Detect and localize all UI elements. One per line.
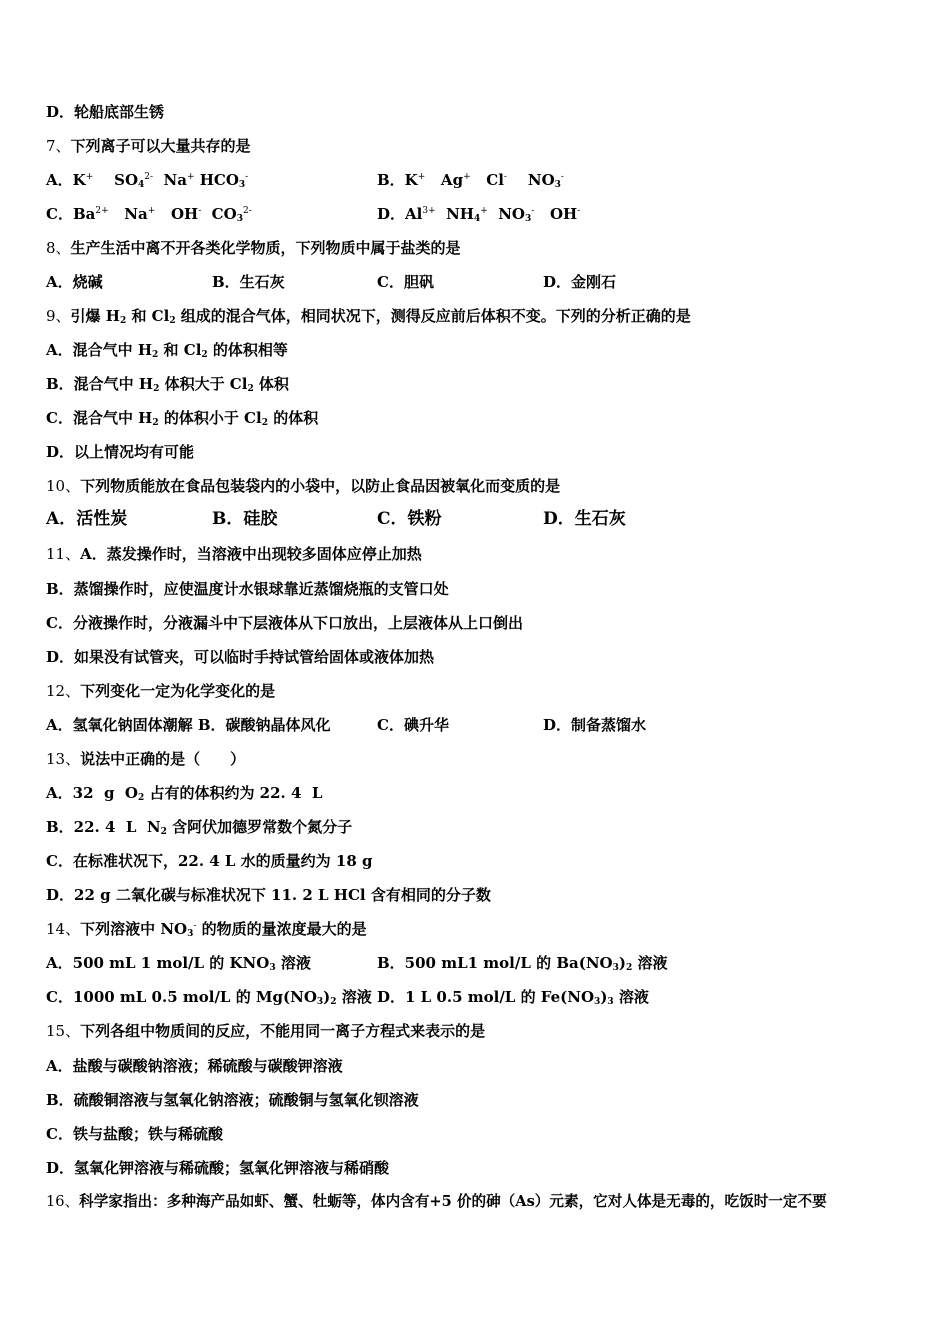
q15-number: 15、 [46,1022,81,1040]
q15-stem-text: 下列各组中物质间的反应，不能用同一离子方程式来表示的是 [80,1022,486,1040]
q14-option-d: D．1 L 0.5 mol/L 的 $Fe(NO_3)_3$ 溶液 [377,988,649,1007]
q12-number: 12、 [46,682,81,700]
q9-stem: 9、引爆 $H_2$ 和 $Cl_2$ 组成的混合气体，相同状况下，测得反应前后体积不变。下列的分析正确的是 [46,307,691,326]
q16-number: 16、 [46,1193,80,1210]
q11-option-a [46,544,422,564]
q9-option-b: B．混合气中 $H_2$ 体积大于 $Cl_2$ 体积 [46,375,289,394]
q7-stem-text: 下列离子可以大量共存的是 [70,137,251,155]
q15-option-b: B．硫酸铜溶液与氢氧化钠溶液；硫酸铜与氢氧化钡溶液 [46,1091,419,1109]
q7-option-c: C．$Ba^{2+}$ Na+ OH- $CO_3^{2-}$ [46,205,252,224]
q8-option-b: B．生石灰 [212,273,285,291]
q7-option-d: D．$Al^{3+}$ $NH_4^+$ $NO_3^-$ OH- [377,205,581,224]
q10-option-d: D．生石灰 [543,509,626,529]
q10-stem [46,476,560,496]
q9-option-c: C．混合气中 $H_2$ 的体积小于 $Cl_2$ 的体积 [46,409,319,428]
q15-option-c: C．铁与盐酸；铁与稀硫酸 [46,1125,223,1143]
q9-option-d: D．以上情况均有可能 [46,443,195,461]
q11-option-b: B．蒸馏操作时，应使温度计水银球靠近蒸馏烧瓶的支管口处 [46,580,449,598]
q8-option-c: C．胆矾 [377,273,434,291]
q14-number: 14、 [46,920,81,938]
q6-option-d: D．轮船底部生锈 [46,103,165,121]
q11-number: 11、 [46,545,81,563]
q7-number: 7、 [46,137,71,155]
q12-option-d: D．制备蒸馏水 [543,716,647,734]
q9-number: 9、 [46,307,71,325]
q14-option-b: B．500 mL1 mol/L 的 $Ba(NO_3)_2$ 溶液 [377,954,668,973]
q13-option-c: C．在标准状况下，22. 4 L 水的质量约为 18 g [46,852,373,870]
q8-option-a: A．烧碱 [46,273,103,291]
q7-stem [46,136,251,156]
q13-option-a: A．32 g $O_2$ 占有的体积约为 22. 4 L [46,784,323,803]
q13-option-d: D．22 g 二氧化碳与标准状况下 11. 2 L HCl 含有相同的分子数 [46,886,491,904]
q10-number: 10、 [46,477,81,495]
q13-option-b: B．22. 4 L $N_2$ 含阿伏加德罗常数个氮分子 [46,818,353,837]
q12-option-ab: A．氢氧化钠固体潮解 B．碳酸钠晶体风化 [46,716,331,734]
q15-stem [46,1021,485,1041]
q9-option-a: A．混合气中 $H_2$ 和 $Cl_2$ 的体积相等 [46,341,288,360]
q12-option-c: C．碘升华 [377,716,449,734]
q10-option-b: B．硅胶 [212,509,278,529]
q11-option-d: D．如果没有试管夹，可以临时手持试管给固体或液体加热 [46,648,435,666]
q10-option-a: A．活性炭 [46,509,128,529]
q12-stem-text: 下列变化一定为化学变化的是 [80,682,276,700]
q14-option-c: C．1000 mL 0.5 mol/L 的 $Mg(NO_3)_2$ 溶液 [46,988,372,1007]
q8-number: 8、 [46,239,71,257]
q11-option-a-text: A．蒸发操作时，当溶液中出现较多固体应停止加热 [80,545,422,563]
q13-stem-text: 说法中正确的是（ ） [80,750,246,768]
q13-number: 13、 [46,750,81,768]
q15-option-d: D．氢氧化钾溶液与稀硫酸；氢氧化钾溶液与稀硝酸 [46,1159,390,1177]
q8-stem-text: 生产生活中离不开各类化学物质，下列物质中属于盐类的是 [70,239,461,257]
q16-stem-text: 科学家指出：多种海产品如虾、蟹、牡蛎等，体内含有+5 价的砷（As）元素，它对人体是无毒的，吃饭时一定不要 [79,1193,827,1210]
q8-stem [46,238,461,258]
q16-stem [46,1192,827,1212]
q10-stem-text: 下列物质能放在食品包装袋内的小袋中，以防止食品因被氧化而变质的是 [80,477,561,495]
q7-option-b: B．K+ Ag+ Cl- $NO_3^-$ [377,171,564,190]
q15-option-a: A．盐酸与碳酸钠溶液；稀硫酸与碳酸钾溶液 [46,1057,343,1075]
q10-option-c: C．铁粉 [377,509,442,529]
q8-option-d: D．金刚石 [543,273,617,291]
q14-stem: 14、下列溶液中 $NO_3^-$ 的物质的量浓度最大的是 [46,920,367,939]
q7-option-a: A．K+ $SO_4^{2-}$ Na+ $HCO_3^-$ [46,171,249,190]
q14-option-a: A．500 mL 1 mol/L 的 $KNO_3$ 溶液 [46,954,311,973]
q11-option-c: C．分液操作时，分液漏斗中下层液体从下口放出，上层液体从上口倒出 [46,614,523,632]
q12-stem [46,681,275,701]
q13-stem [46,749,245,769]
